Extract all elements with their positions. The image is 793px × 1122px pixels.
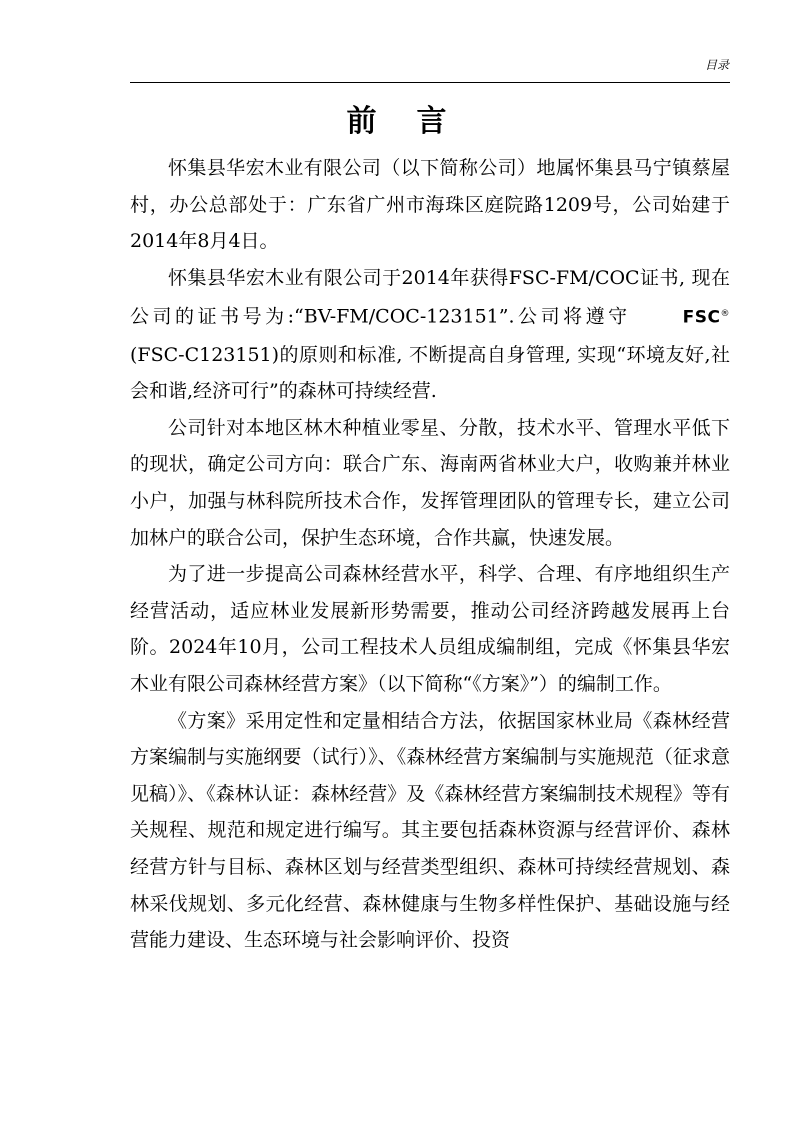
fsc-logo: FSC® xyxy=(682,308,730,329)
paragraph-plan-method: 《方案》采用定性和定量相结合方法，依据国家林业局《森林经营方案编制与实施纲要（试行）》、《森林经营方案编制与实施规范（征求意见稿）》、《森林认证：森林经营》及《森林经营方案编制技术规程》等有关规程、规范和规定进行编写。其主要包括森林资源与经营评价、森林经营方针与目标、森林区划与经营类型组织、森林可持续经营规划、森林采伐规划、多元化经营、森林健康与生物多样性保护、基础设施与经营能力建设、生态环境与社会影响评价、投资 xyxy=(130,709,730,952)
certification-text-part1: 怀集县华宏木业有限公司于2014年获得FSC-FM/COC证书, 现在公司的证书号为:“BV-FM/COC-123151”.公司将遵守 xyxy=(130,266,730,329)
certification-text-part2: (FSC-C123151)的原则和标准, 不断提高自身管理, 实现“环境友好,社会和谐,经济可行”的森林可持续经营. xyxy=(130,343,730,403)
page-title: 前言 xyxy=(346,104,487,139)
paragraph-company-intro: 怀集县华宏木业有限公司（以下简称公司）地属怀集县马宁镇蔡屋村，办公总部处于：广东省广州市海珠区庭院路1209号，公司始建于2014年8月4日。 xyxy=(130,157,730,253)
header-section-label: 目录 xyxy=(704,58,729,72)
body-text xyxy=(130,150,730,959)
paragraph-plan-compilation: 为了进一步提高公司森林经营水平，科学、合理、有序地组织生产经营活动，适应林业发展新形势需要，推动公司经济跨越发展再上台阶。2024年10月，公司工程技术人员组成编制组，完成《怀集县华宏木业有限公司森林经营方案》（以下简称“《方案》”）的编制工作。 xyxy=(130,563,730,695)
header-divider xyxy=(130,82,730,83)
paragraph-company-direction: 公司针对本地区林木种植业零星、分散，技术水平、管理水平低下的现状，确定公司方向：联合广东、海南两省林业大户，收购兼并林业小户，加强与林科院所技术合作，发挥管理团队的管理专长，建立公司加林户的联合公司，保护生态环境，合作共赢，快速发展。 xyxy=(130,416,730,549)
paragraph-certification xyxy=(130,260,730,410)
